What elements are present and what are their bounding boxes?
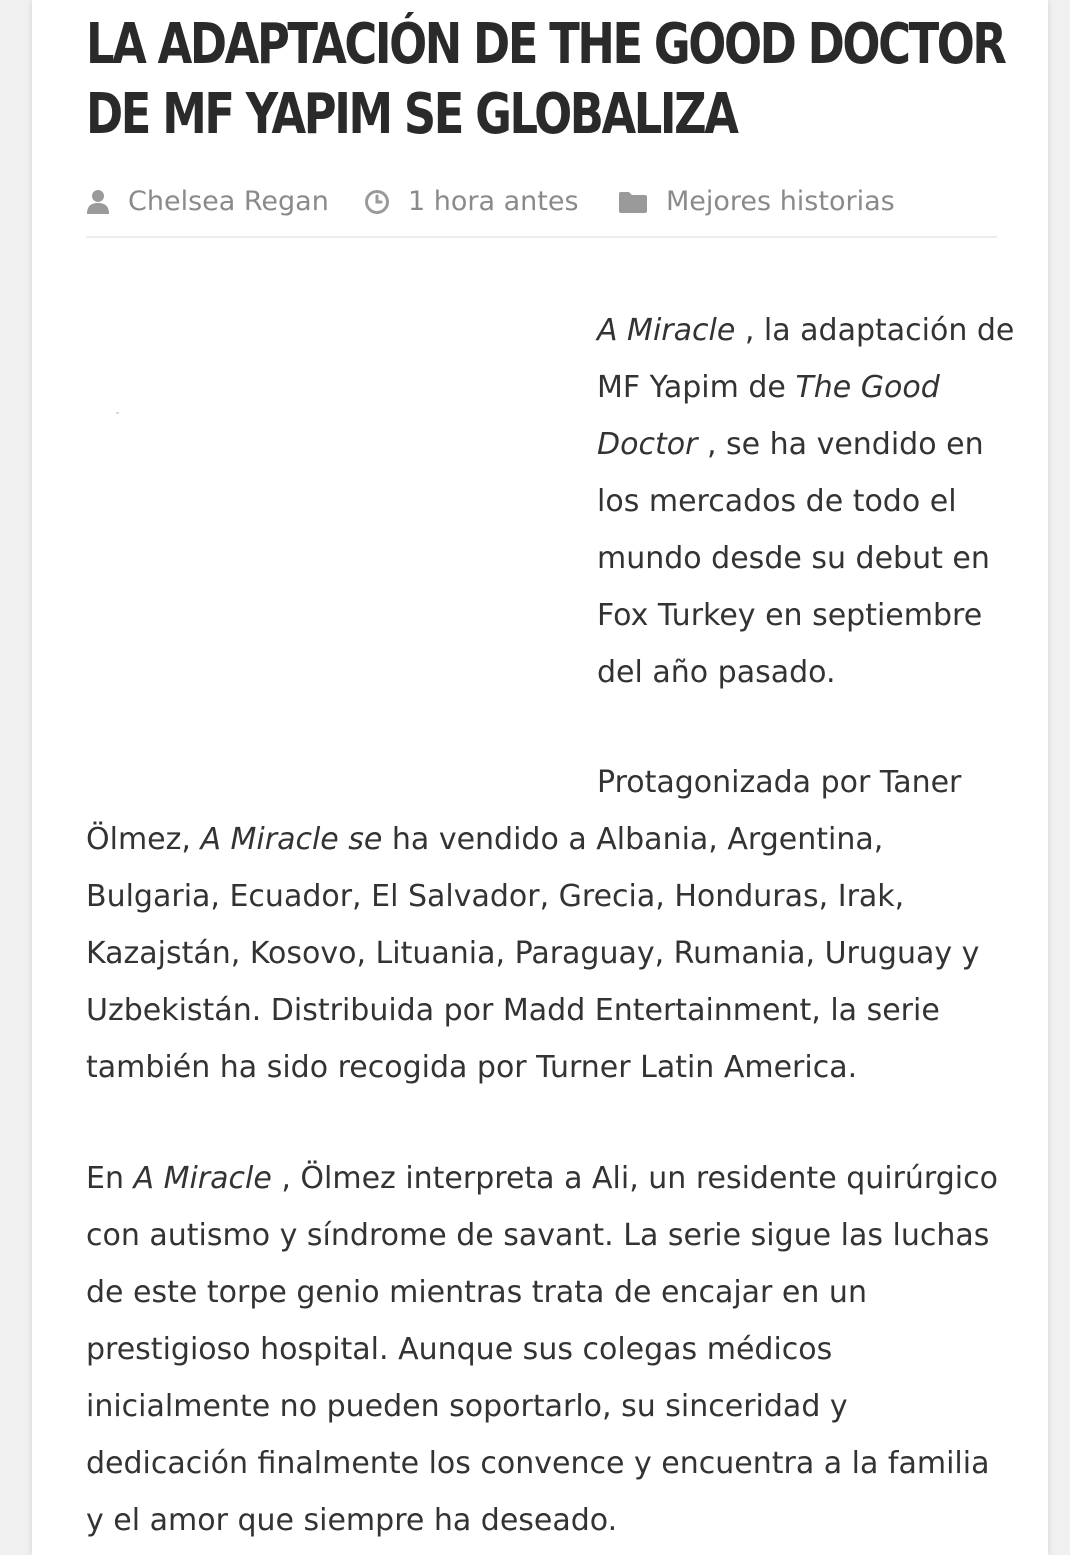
clock-icon	[364, 189, 390, 215]
meta-category[interactable]	[618, 186, 895, 217]
image-artifact	[116, 412, 119, 414]
meta-author[interactable]	[86, 186, 329, 217]
show-title: A Miracle se	[200, 822, 383, 857]
article-meta	[86, 182, 997, 238]
article-image	[86, 280, 576, 730]
post-time: 1 hora antes	[408, 186, 579, 217]
meta-time	[364, 186, 579, 217]
paragraph-text: , Ölmez interpreta a Ali, un residente quirúrgico con autismo y síndrome de savant. La serie sigue las luchas de este torpe genio mientras trata de encajar en un prestigioso hospital. Aunque sus colegas médicos inicialmente no pueden soportarlo, su sinceridad y dedicación finalmente los convence y encuentra a la familia y el amor que siempre ha deseado.	[86, 1161, 998, 1538]
paragraph-text: ha vendido a Albania, Argentina, Bulgaria, Ecuador, El Salvador, Grecia, Honduras, Irak, Kazajstán, Kosovo, Lituania, Paraguay, Rumania, Uruguay y Uzbekistán. Distribuida por Madd Entertainment, la serie también ha sido recogida por Turner Latin America.	[86, 822, 980, 1085]
show-title: The Good Doctor	[597, 370, 940, 462]
folder-icon	[618, 190, 648, 214]
article-paragraph-1	[597, 302, 1017, 701]
paragraph-text: Protagonizada por Taner Ölmez,	[86, 765, 962, 857]
paragraph-text: , se ha vendido en los mercados de todo el mundo desde su debut en Fox Turkey en septiembre del año pasado.	[597, 427, 990, 690]
article-paragraph-3	[86, 1150, 1016, 1549]
category-link[interactable]: Mejores historias	[666, 186, 895, 217]
article-page	[32, 0, 1048, 1555]
user-icon	[86, 189, 110, 215]
paragraph-text: En	[86, 1161, 134, 1196]
article-paragraph-2	[86, 754, 1016, 1096]
author-name: Chelsea Regan	[128, 186, 329, 217]
article-title: LA ADAPTACIÓN DE THE GOOD DOCTOR DE MF YAPIM SE GLOBALIZA	[86, 12, 1005, 147]
show-title: A Miracle	[133, 1161, 272, 1196]
paragraph-text: , la adaptación de MF Yapim de	[597, 313, 1015, 405]
show-title: A Miracle	[597, 313, 736, 348]
